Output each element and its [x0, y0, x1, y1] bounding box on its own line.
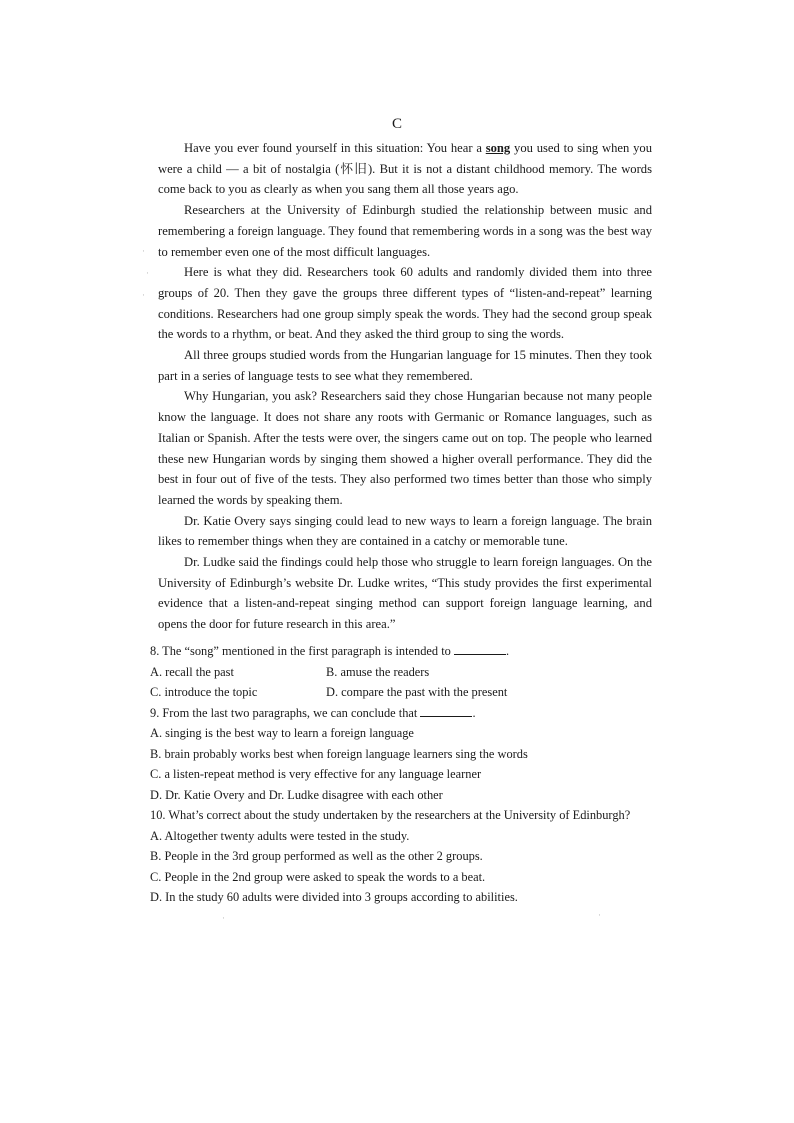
paragraph-2: Researchers at the University of Edinburgh studied the relationship between music and remembering a foreign language. They found that remembering words in a song was the best way to remember even one of the most difficult languages.: [158, 203, 652, 259]
question-9: [150, 703, 650, 806]
question-9-stem-text: 9. From the last two paragraphs, we can conclude that: [150, 705, 418, 720]
question-10-option-d: D. In the study 60 adults were divided into 3 groups according to abilities.: [150, 890, 518, 904]
paragraph-1: [158, 138, 652, 200]
question-8-options-row-2: [150, 682, 650, 703]
paragraph-1-text-b: you used to sing when you were a child — a bit of nostalgia (怀旧). But it is not a distant childhood memory. The words come back to you as clearly as when you sang them all those years ago.: [158, 141, 652, 197]
question-8-stem-end: .: [505, 644, 510, 658]
question-list: [150, 641, 650, 908]
scan-speck: ·: [222, 913, 225, 923]
question-8-option-a: A. recall the past: [150, 664, 234, 679]
question-10-option-a: A. Altogether twenty adults were tested in the study.: [150, 828, 410, 843]
question-9-stem-end: .: [472, 705, 476, 720]
question-9-option-b: B. brain probably works best when foreign language learners sing the words: [150, 746, 528, 761]
question-10: [150, 805, 650, 908]
answer-blank: [420, 704, 472, 717]
paragraph-3: Here is what they did. Researchers took 60 adults and randomly divided them into three groups of 20. Then they gave the groups three different types of “listen-and-repeat” learning conditions. Researchers had one group simply speak the words. They had the second group speak the words to a rhythm, or beat. And they asked the third group to sing the words.: [158, 265, 652, 342]
question-10-stem: 10. What’s correct about the study undertaken by the researchers at the University of Edinburgh?: [150, 808, 631, 822]
paragraph-1-text-a: Have you ever found yourself in this situation: You hear a: [184, 141, 486, 155]
section-letter: C: [391, 116, 402, 132]
song-keyword: song: [485, 141, 511, 155]
question-8-option-d: D. compare the past with the present: [326, 685, 508, 699]
question-9-option-c: C. a listen-repeat method is very effective for any language learner: [150, 767, 482, 781]
question-8: [150, 641, 650, 703]
scan-speck: ·: [142, 290, 145, 300]
question-8-stem-text: 8. The “song” mentioned in the first paragraph is intended to: [150, 644, 451, 658]
paragraph-4: All three groups studied words from the Hungarian language for 15 minutes. Then they took part in a series of language tests to see what they remembered.: [158, 348, 652, 383]
paragraph-6: Dr. Katie Overy says singing could lead to new ways to learn a foreign language. The brain likes to remember things when they are contained in a catchy or memorable tune.: [158, 513, 652, 549]
answer-blank: [454, 642, 506, 655]
reading-passage: [158, 138, 652, 635]
question-9-option-d: D. Dr. Katie Overy and Dr. Ludke disagree with each other: [150, 787, 443, 802]
paragraph-5: Why Hungarian, you ask? Researchers said they chose Hungarian because not many people know the language. It does not share any roots with Germanic or Romance languages, such as Italian or Spanish. After the tests were over, the singers came out on top. The people who learned these new Hungarian words by singing them showed a higher overall performance. They did the best in four out of five of the tests. They also performed two times better than those who simply learned the words by speaking them.: [158, 389, 652, 507]
scan-speck: ·: [598, 910, 601, 920]
question-9-stem: [150, 703, 650, 724]
scan-speck: ·: [142, 246, 145, 256]
question-8-options-row-1: [150, 662, 650, 683]
question-8-stem: [150, 641, 650, 662]
paragraph-7: Dr. Ludke said the findings could help those who struggle to learn foreign languages. On the University of Edinburgh’s website Dr. Ludke writes, “This study provides the first experimental evidence that a listen-and-repeat singing method can support foreign language learning, and opens the door for future research in this area.”: [158, 555, 652, 632]
question-10-option-c: C. People in the 2nd group were asked to speak the words to a beat.: [150, 869, 486, 884]
question-8-option-b: B. amuse the readers: [326, 664, 430, 679]
question-8-option-c: C. introduce the topic: [150, 685, 258, 699]
question-9-option-a: A. singing is the best way to learn a foreign language: [150, 726, 414, 740]
question-10-option-b: B. People in the 3rd group performed as well as the other 2 groups.: [150, 849, 483, 863]
scan-speck: ·: [146, 268, 149, 278]
